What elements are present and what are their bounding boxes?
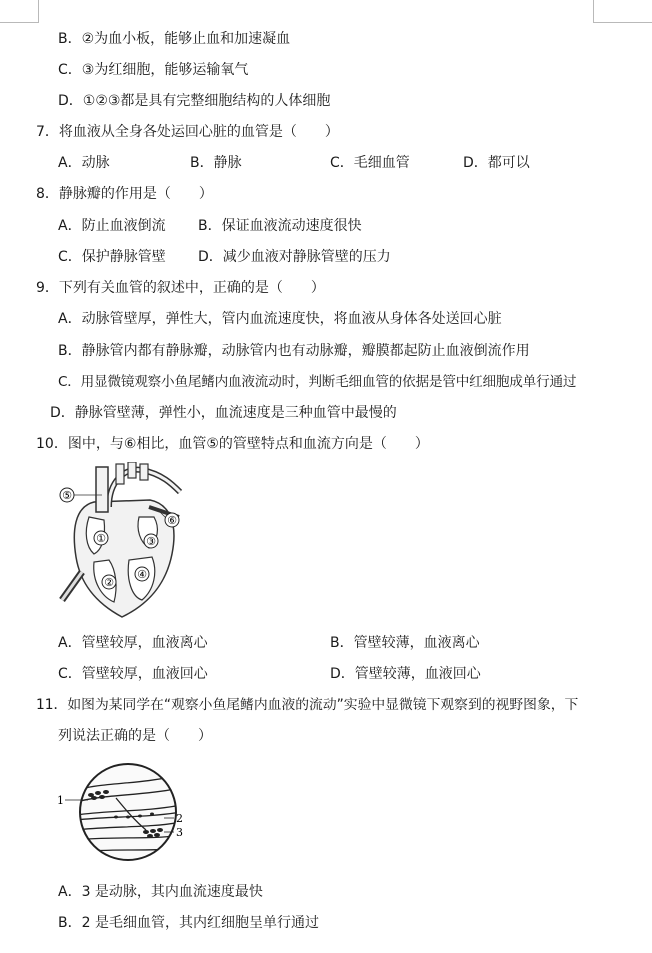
red-blood-cell bbox=[103, 790, 109, 794]
red-blood-cell bbox=[126, 816, 130, 819]
q8-stem: 8．静脉瓣的作用是（ ） bbox=[36, 186, 213, 202]
q11-stem-line1: 11．如图为某同学在“观察小鱼尾鳍内血液的流动”实验中显微镜下观察到的视野图象，下 bbox=[36, 697, 579, 713]
q10-option-a: A．管壁较厚，血液离心 bbox=[58, 635, 208, 651]
label-3 bbox=[144, 534, 158, 548]
q10-option-b: B．管壁较薄，血液离心 bbox=[330, 635, 480, 651]
label-4 bbox=[135, 567, 149, 581]
svg-text:①: ① bbox=[96, 532, 106, 545]
q7-option-d: D．都可以 bbox=[463, 155, 530, 171]
q9-stem: 9．下列有关血管的叙述中，正确的是（ ） bbox=[36, 280, 325, 296]
red-blood-cell bbox=[150, 829, 156, 833]
red-blood-cell bbox=[143, 830, 149, 834]
q10-stem: 10．图中，与⑥相比，血管⑤的管壁特点和血流方向是（ ） bbox=[36, 436, 429, 452]
red-blood-cell bbox=[154, 833, 160, 837]
page-corner-mark-top-right bbox=[593, 0, 652, 23]
label-2 bbox=[102, 575, 116, 589]
label-1: 1 bbox=[57, 794, 64, 807]
vena-cava-upper bbox=[96, 467, 108, 512]
label-2: 2 bbox=[176, 812, 183, 825]
q9-option-d: D．静脉管壁薄，弹性小，血流速度是三种血管中最慢的 bbox=[50, 405, 397, 421]
vena-cava-lower-inner bbox=[62, 572, 82, 600]
svg-text:②: ② bbox=[104, 576, 114, 589]
q11-option-a: A．3 是动脉，其内血流速度最快 bbox=[58, 884, 263, 900]
q11-option-b: B．2 是毛细血管，其内红细胞呈单行通过 bbox=[58, 915, 319, 931]
q6-option-b: B．②为血小板，能够止血和加速凝血 bbox=[58, 31, 291, 47]
red-blood-cell bbox=[95, 791, 101, 795]
q8-option-a: A．防止血液倒流 bbox=[58, 218, 166, 234]
label-6 bbox=[165, 513, 179, 527]
label-3: 3 bbox=[176, 826, 183, 839]
vessel-top-2 bbox=[128, 462, 136, 478]
q8-option-d: D．减少血液对静脉管壁的压力 bbox=[198, 249, 391, 265]
q9-option-b: B．静脉管内都有静脉瓣，动脉管内也有动脉瓣，瓣膜都起防止血液倒流作用 bbox=[58, 343, 530, 359]
svg-text:④: ④ bbox=[137, 568, 147, 581]
q9-option-c: C．用显微镜观察小鱼尾鳍内血液流动时，判断毛细血管的依据是管中红细胞成单行通过 bbox=[58, 374, 577, 390]
q10-option-c: C．管壁较厚，血液回心 bbox=[58, 666, 208, 682]
red-blood-cell bbox=[147, 834, 153, 838]
svg-text:③: ③ bbox=[146, 535, 156, 548]
q7-option-a: A．动脉 bbox=[58, 155, 110, 171]
q7-stem: 7．将血液从全身各处运回心脏的血管是（ ） bbox=[36, 124, 339, 140]
q9-option-a: A．动脉管壁厚，弹性大，管内血流速度快，将血液从身体各处送回心脏 bbox=[58, 311, 502, 327]
heart-diagram bbox=[54, 462, 194, 622]
red-blood-cell bbox=[138, 815, 142, 818]
q8-option-c: C．保护静脉管壁 bbox=[58, 249, 166, 265]
red-blood-cell bbox=[114, 816, 118, 819]
page-corner-mark-top-left bbox=[0, 0, 39, 23]
fish-tail-microscope-view bbox=[56, 760, 192, 870]
label-1 bbox=[94, 531, 108, 545]
red-blood-cell bbox=[91, 796, 97, 800]
q6-option-d: D．①②③都是具有完整细胞结构的人体细胞 bbox=[58, 93, 331, 109]
red-blood-cell bbox=[157, 828, 163, 832]
q11-stem-line2: 列说法正确的是（ ） bbox=[58, 728, 212, 744]
q7-option-b: B．静脉 bbox=[190, 155, 242, 171]
vessel-top-1 bbox=[116, 464, 124, 484]
svg-text:⑤: ⑤ bbox=[62, 489, 72, 502]
label-5 bbox=[60, 488, 74, 502]
red-blood-cell bbox=[99, 795, 105, 799]
q6-option-c: C．③为红细胞，能够运输氧气 bbox=[58, 62, 249, 78]
q10-option-d: D．管壁较薄，血液回心 bbox=[330, 666, 481, 682]
red-blood-cell bbox=[150, 813, 154, 816]
svg-text:⑥: ⑥ bbox=[167, 514, 177, 527]
q7-option-c: C．毛细血管 bbox=[330, 155, 410, 171]
vessel-top-3 bbox=[140, 464, 148, 480]
q8-option-b: B．保证血液流动速度很快 bbox=[198, 218, 362, 234]
